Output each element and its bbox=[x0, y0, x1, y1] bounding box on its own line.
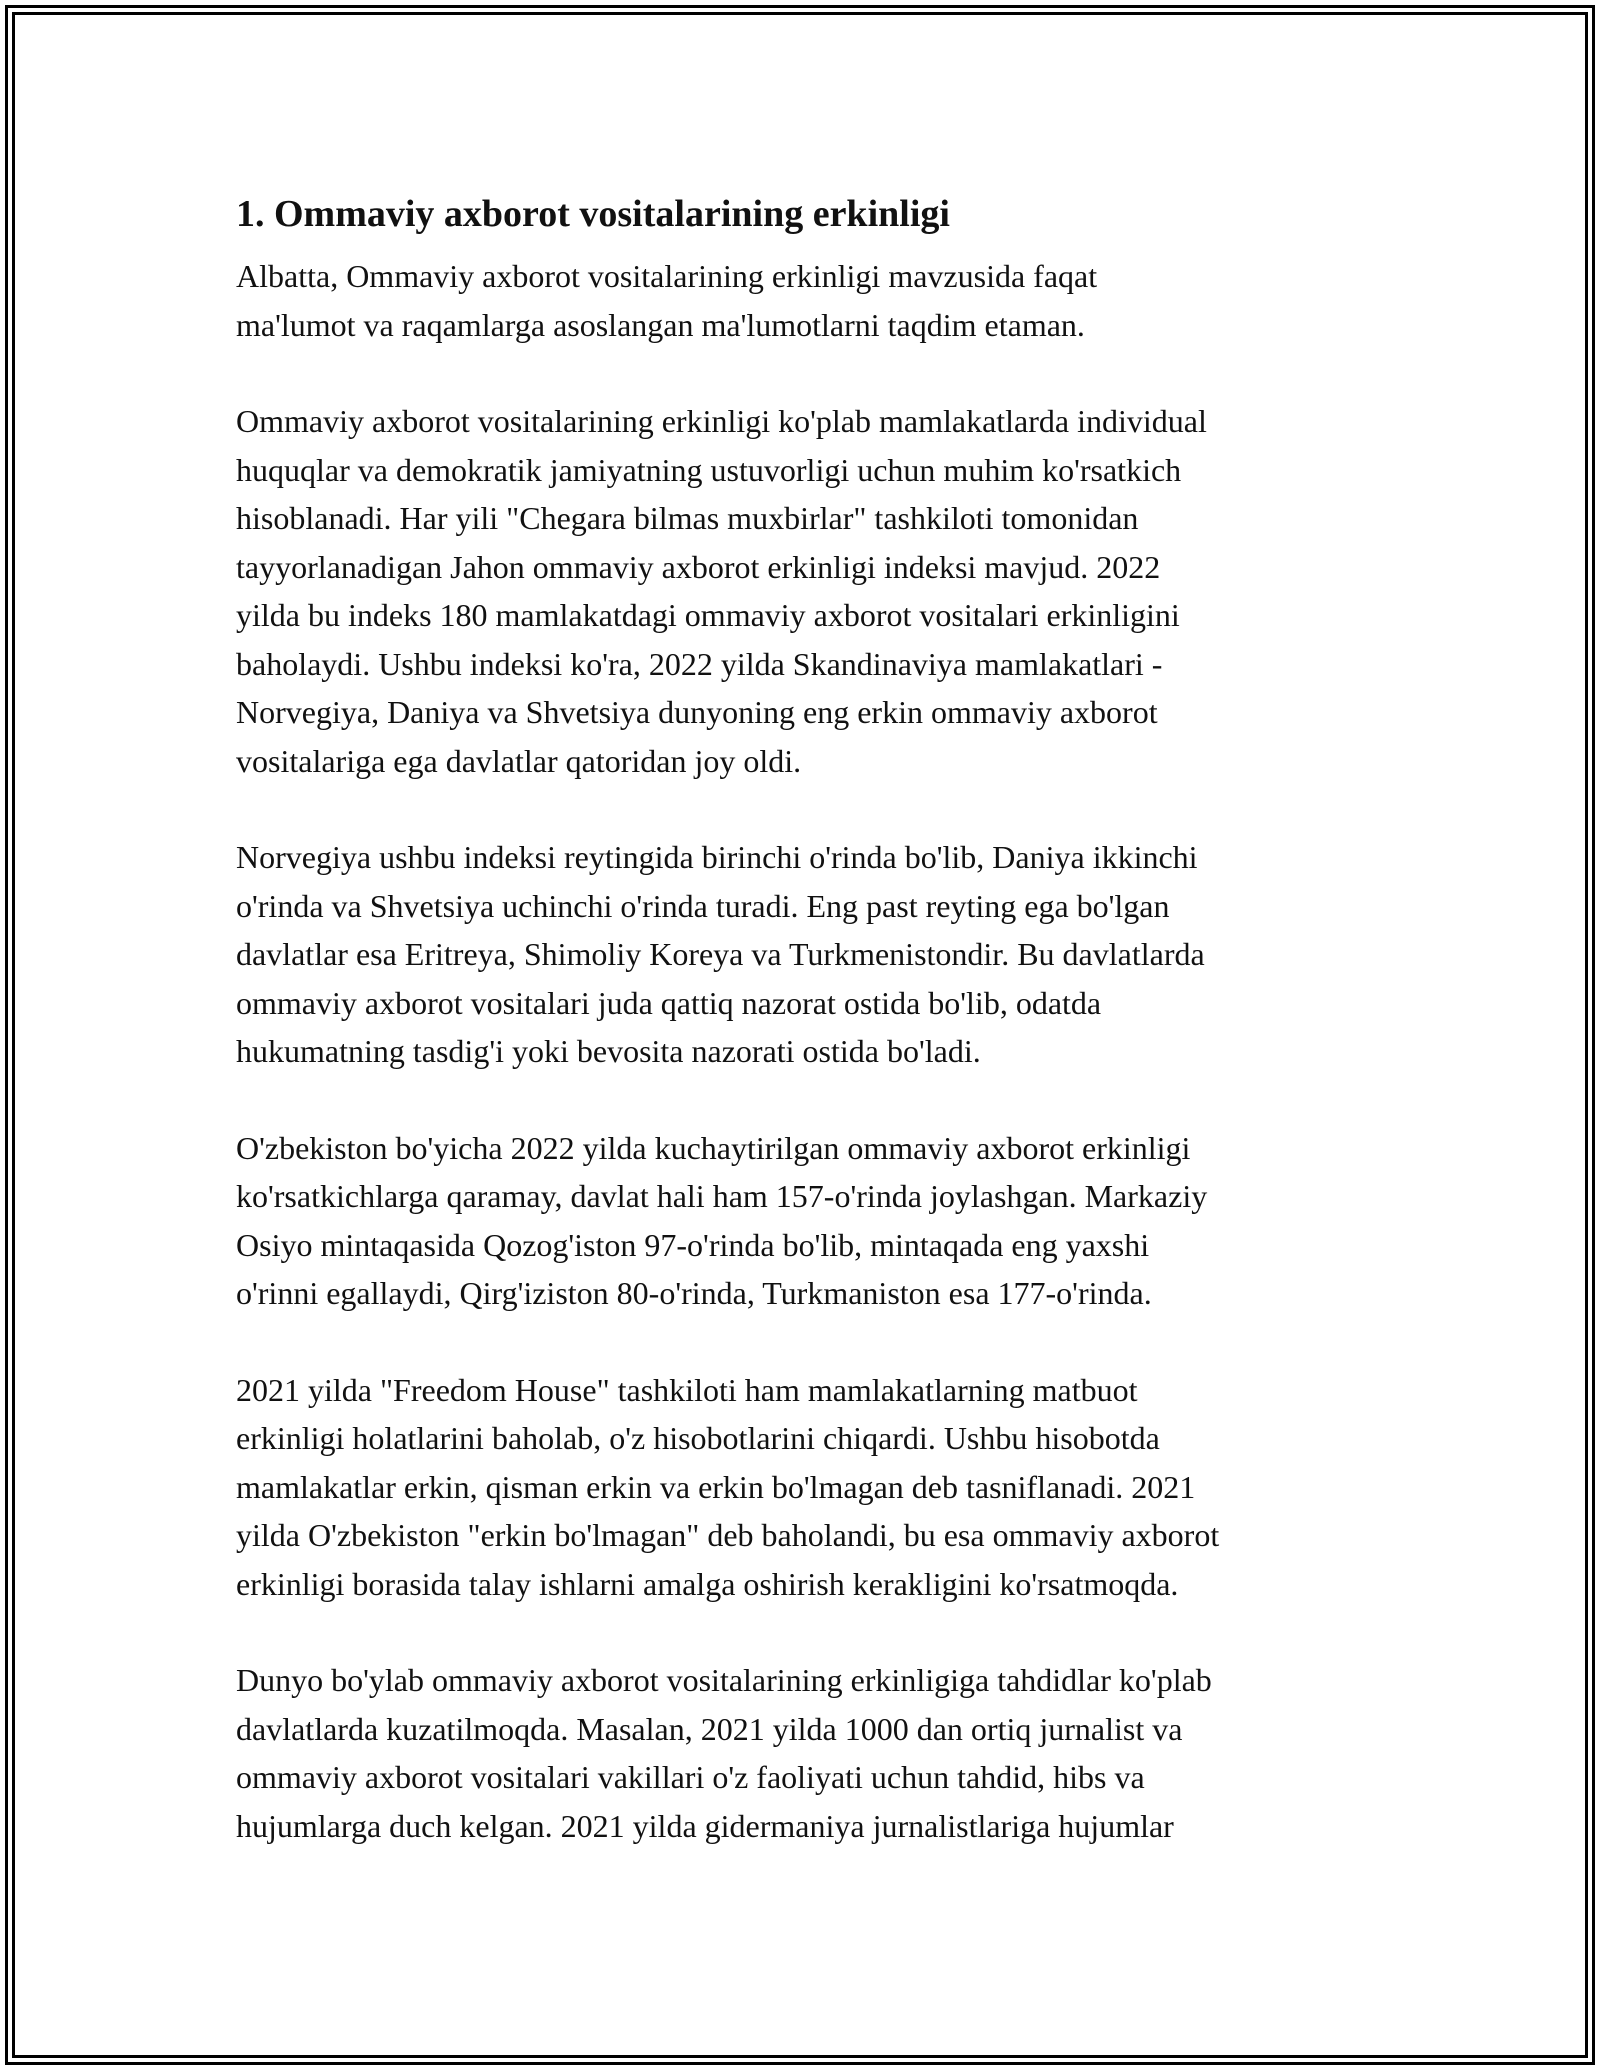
paragraph-line: Dunyo bo'ylab ommaviy axborot vositalarining erkinligiga tahdidlar ko'plab bbox=[236, 1662, 1212, 1698]
paragraph-line: Norvegiya ushbu indeksi reytingida birinchi o'rinda bo'lib, Daniya ikkinchi bbox=[236, 839, 1198, 875]
paragraph-line: mamlakatlar erkin, qisman erkin va erkin bo'lmagan deb tasniflanadi. 2021 bbox=[236, 1468, 1196, 1505]
paragraph-line: o'rinda va Shvetsiya uchinchi o'rinda turadi. Eng past reyting ega bo'lgan bbox=[236, 887, 1170, 924]
document-page bbox=[236, 186, 1376, 1898]
paragraph-threats bbox=[236, 1656, 1376, 1850]
paragraph-line: o'rinni egallaydi, Qirg'iziston 80-o'rinda, Turkmaniston esa 177-o'rinda. bbox=[236, 1275, 1152, 1311]
paragraph-line: Ommaviy axborot vositalarining erkinligi ko'plab mamlakatlarda individual bbox=[236, 403, 1207, 439]
paragraph-rankings bbox=[236, 833, 1376, 1076]
paragraph-line: hujumlarga duch kelgan. 2021 yilda gidermaniya jurnalistlariga hujumlar bbox=[236, 1807, 1174, 1844]
paragraph-line: erkinligi holatlarini baholab, o'z hisobotlarini chiqardi. Ushbu hisobotda bbox=[236, 1420, 1160, 1456]
paragraph-line: erkinligi borasida talay ishlarni amalga oshirish kerakligini ko'rsatmoqda. bbox=[236, 1565, 1179, 1602]
paragraph-line: yilda O'zbekiston "erkin bo'lmagan" deb baholandi, bu esa ommaviy axborot bbox=[236, 1517, 1220, 1553]
paragraph-intro bbox=[236, 252, 1376, 349]
paragraph-line: ko'rsatkichlarga qaramay, davlat hali ham 157-o'rinda joylashgan. Markaziy bbox=[236, 1178, 1208, 1214]
paragraph-freedom-house bbox=[236, 1366, 1376, 1609]
paragraph-line: Osiyo mintaqasida Qozog'iston 97-o'rinda bo'lib, mintaqada eng yaxshi bbox=[236, 1226, 1150, 1263]
paragraph-line: Albatta, Ommaviy axborot vositalarining erkinligi mavzusida faqat bbox=[236, 258, 1098, 294]
paragraph-line: Norvegiya, Daniya va Shvetsiya dunyoning eng erkin ommaviy axborot bbox=[236, 694, 1158, 730]
paragraph-line: 2021 yilda "Freedom House" tashkiloti ham mamlakatlarning matbuot bbox=[236, 1371, 1138, 1408]
paragraph-line: davlatlarda kuzatilmoqda. Masalan, 2021 yilda 1000 dan ortiq jurnalist va bbox=[236, 1710, 1183, 1747]
paragraph-press-freedom-index bbox=[236, 397, 1376, 785]
paragraph-line: ma'lumot va raqamlarga asoslangan ma'lumotlarni taqdim etaman. bbox=[236, 306, 1085, 343]
paragraph-line: tayyorlanadigan Jahon ommaviy axborot erkinligi indeksi mavjud. 2022 bbox=[236, 548, 1161, 585]
paragraph-line: hukumatning tasdig'i yoki bevosita nazorati ostida bo'ladi. bbox=[236, 1033, 981, 1069]
paragraph-line: baholaydi. Ushbu indeksi ko'ra, 2022 yilda Skandinaviya mamlakatlari - bbox=[236, 645, 1163, 682]
section-heading: 1. Ommaviy axborot vositalarining erkinligi bbox=[236, 193, 950, 235]
paragraph-line: vositalariga ega davlatlar qatoridan joy oldi. bbox=[236, 742, 802, 779]
paragraph-line: hisoblanadi. Har yili "Chegara bilmas muxbirlar" tashkiloti tomonidan bbox=[236, 500, 1139, 536]
paragraph-line: O'zbekiston bo'yicha 2022 yilda kuchaytirilgan ommaviy axborot erkinligi bbox=[236, 1129, 1191, 1166]
paragraph-line: huquqlar va demokratik jamiyatning ustuvorligi uchun muhim ko'rsatkich bbox=[236, 451, 1182, 488]
paragraph-uzbekistan bbox=[236, 1124, 1376, 1318]
paragraph-line: davlatlar esa Eritreya, Shimoliy Koreya va Turkmenistondir. Bu davlatlarda bbox=[236, 936, 1205, 972]
paragraph-line: ommaviy axborot vositalari juda qattiq nazorat ostida bo'lib, odatda bbox=[236, 984, 1102, 1021]
paragraph-line: ommaviy axborot vositalari vakillari o'z faoliyati uchun tahdid, hibs va bbox=[236, 1759, 1145, 1795]
paragraph-line: yilda bu indeks 180 mamlakatdagi ommaviy axborot vositalari erkinligini bbox=[236, 597, 1180, 633]
